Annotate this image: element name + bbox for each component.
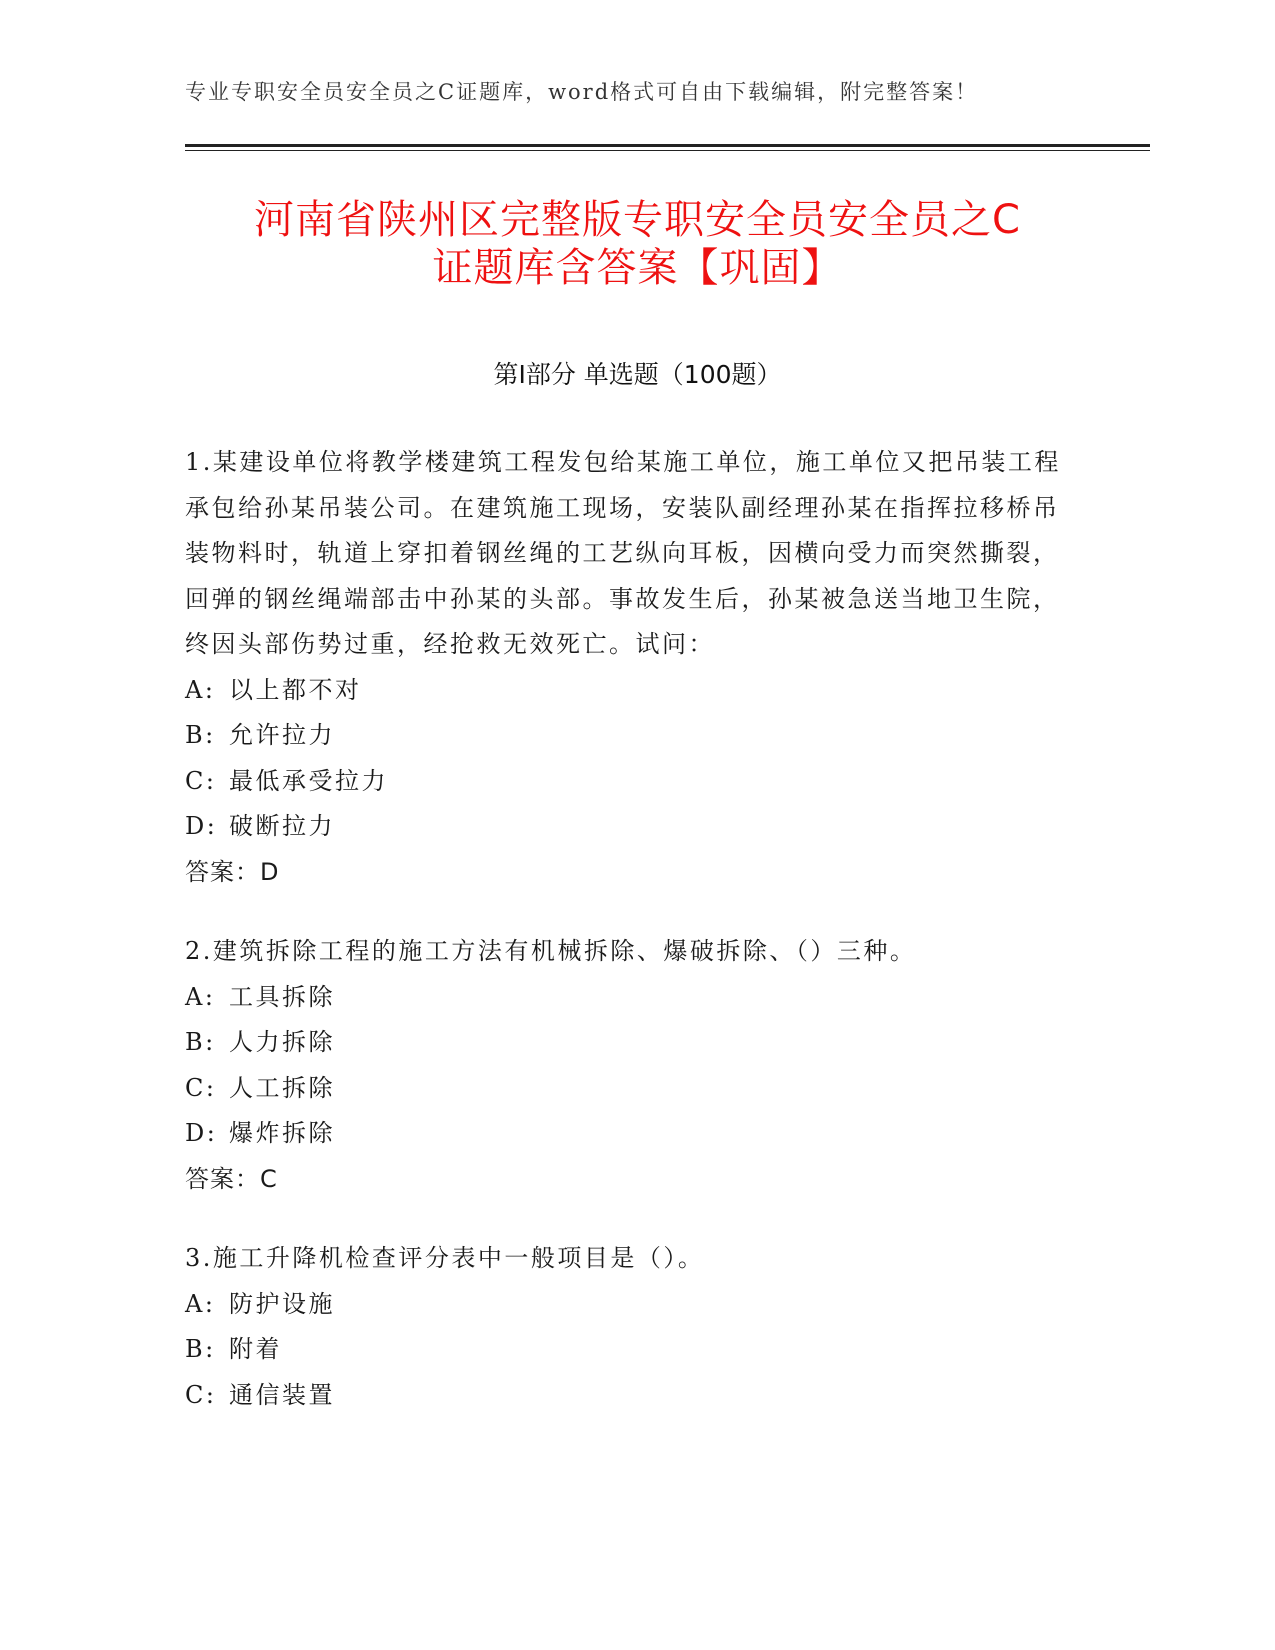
question-stem: 1.某建设单位将教学楼建筑工程发包给某施工单位，施工单位又把吊装工程承包给孙某吊装公司。在建筑施工现场，安装队副经理孙某在指挥拉移桥吊装物料时，轨道上穿扣着钢丝绳的工艺纵向耳板，因横向受力而突然撕裂，回弹的钢丝绳端部击中孙某的头部。事故发生后，孙某被急送当地卫生院，终因头部伤势过重，经抢救无效死亡。试问：	[185, 448, 1061, 658]
question-3	[185, 1236, 1065, 1418]
option-b	[185, 713, 1065, 759]
header-rule-thin	[185, 150, 1150, 151]
option-text: 破断拉力	[229, 812, 335, 840]
option-a	[185, 1282, 1065, 1328]
option-d	[185, 804, 1065, 850]
option-letter: A:	[185, 982, 216, 1011]
option-text: 附着	[229, 1335, 282, 1363]
option-c	[185, 759, 1065, 805]
option-letter: C:	[185, 1073, 217, 1102]
question-list	[185, 440, 1065, 1452]
option-letter: B:	[185, 721, 216, 749]
question-2	[185, 929, 1065, 1202]
option-letter: B:	[185, 1335, 216, 1363]
option-text: 最低承受拉力	[229, 766, 388, 795]
question-stem: 2.建筑拆除工程的施工方法有机械拆除、爆破拆除、（）三种。	[185, 937, 917, 965]
option-letter: C:	[185, 766, 217, 795]
answer-line: 答案：C	[185, 1164, 278, 1193]
option-text: 工具拆除	[229, 982, 335, 1011]
answer-line: 答案：D	[185, 857, 280, 886]
option-letter: D:	[185, 812, 218, 840]
option-text: 人力拆除	[229, 1028, 335, 1056]
question-stem: 3.施工升降机检查评分表中一般项目是（）。	[185, 1244, 705, 1272]
option-b	[185, 1327, 1065, 1373]
option-a	[185, 975, 1065, 1021]
option-letter: A:	[185, 1289, 216, 1318]
option-text: 通信装置	[229, 1380, 335, 1409]
section-title: 第Ⅰ部分 单选题（100题）	[493, 360, 782, 389]
option-text: 允许拉力	[229, 721, 335, 749]
option-letter: D:	[185, 1119, 218, 1147]
option-b	[185, 1020, 1065, 1066]
option-letter: A:	[185, 675, 216, 704]
option-letter: B:	[185, 1028, 216, 1056]
option-c	[185, 1066, 1065, 1112]
option-text: 防护设施	[229, 1289, 335, 1318]
page-header-text: 专业专职安全员安全员之C证题库，word格式可自由下载编辑，附完整答案！	[185, 80, 979, 104]
option-d	[185, 1111, 1065, 1157]
option-text: 人工拆除	[229, 1073, 335, 1102]
question-1	[185, 440, 1065, 895]
document-title-line-2: 证题库含答案【巩固】	[432, 245, 843, 291]
option-letter: C:	[185, 1380, 217, 1409]
option-a	[185, 668, 1065, 714]
header-rule-thick	[185, 144, 1150, 147]
option-text: 以上都不对	[229, 675, 362, 704]
option-text: 爆炸拆除	[229, 1119, 335, 1147]
document-title-line-1: 河南省陕州区完整版专职安全员安全员之C	[254, 197, 1021, 243]
option-c	[185, 1373, 1065, 1419]
document-title	[185, 196, 1090, 292]
